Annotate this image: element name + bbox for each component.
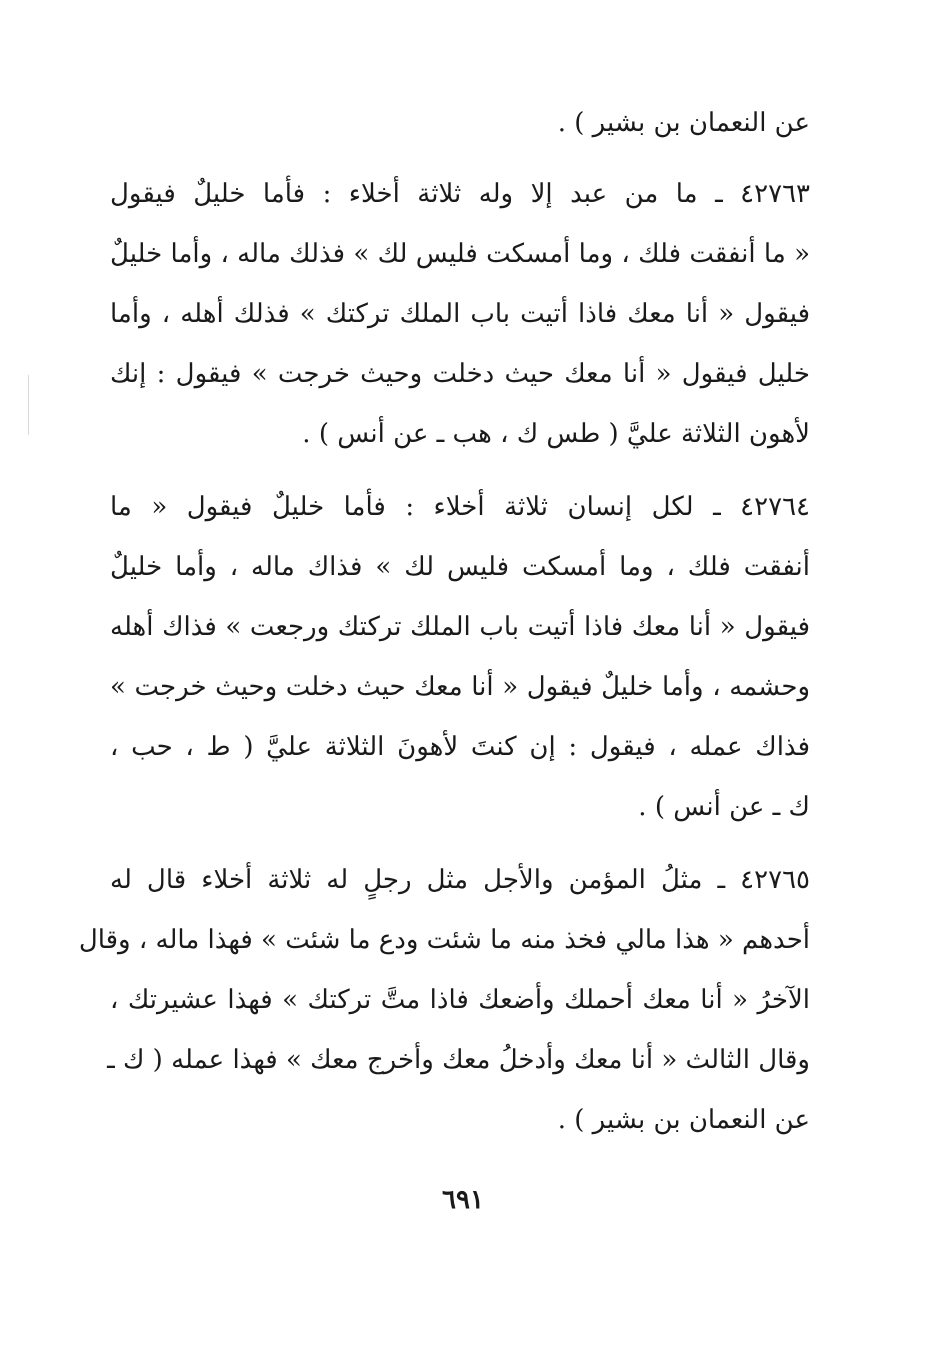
text-line: الآخرُ « أنا معك أحملك وأضعك فاذا متَّ تركتك » فهذا عشيرتك ، <box>110 985 810 1015</box>
page-number: ٦٩١ <box>442 1185 484 1215</box>
margin-mark <box>28 375 29 435</box>
text-line: وقال الثالث « أنا معك وأدخلُ معك وأخرج معك » فهذا عمله ( ك ـ <box>107 1045 810 1075</box>
text-line: لأهون الثلاثة عليَّ ( طس ك ، هب ـ عن أنس ) . <box>302 419 810 449</box>
text-line: عن النعمان بن بشير ) . <box>557 1105 810 1135</box>
text-line: عن النعمان بن بشير ) . <box>557 108 810 138</box>
text-line: وحشمه ، وأما خليلٌ فيقول « أنا معك حيث دخلت وحيث خرجت » <box>110 672 810 702</box>
text-line: « ما أنفقت فلك ، وما أمسكت فليس لك » فذلك ماله ، وأما خليلٌ <box>110 239 810 269</box>
hadith-42765-line-1: ٤٢٧٦٥ ـ مثلُ المؤمن والأجل مثل رجلٍ له ثلاثة أخلاء قال له <box>110 865 810 895</box>
text-line: ك ـ عن أنس ) . <box>638 792 810 822</box>
text-line: فيقول « أنا معك فاذا أتيت باب الملك تركتك » فذلك أهله ، وأما <box>110 299 810 329</box>
text-line: خليل فيقول « أنا معك حيث دخلت وحيث خرجت » فيقول : إنك <box>110 359 810 389</box>
text-line: فيقول « أنا معك فاذا أتيت باب الملك تركتك ورجعت » فذاك أهله <box>110 612 810 642</box>
text-line: فذاك عمله ، فيقول : إن كنتَ لأهونَ الثلاثة عليَّ ( ط ، حب ، <box>110 732 810 762</box>
text-line: أنفقت فلك ، وما أمسكت فليس لك » فذاك ماله ، وأما خليلٌ <box>110 552 810 582</box>
text-line: أحدهم « هذا مالي فخذ منه ما شئت ودع ما شئت » فهذا ماله ، وقال <box>78 925 810 955</box>
hadith-42763-line-1: ٤٢٧٦٣ ـ ما من عبد إلا وله ثلاثة أخلاء : فأما خليلٌ فيقول <box>110 179 810 209</box>
hadith-42764-line-1: ٤٢٧٦٤ ـ لكل إنسان ثلاثة أخلاء : فأما خليلٌ فيقول « ما <box>110 492 810 522</box>
